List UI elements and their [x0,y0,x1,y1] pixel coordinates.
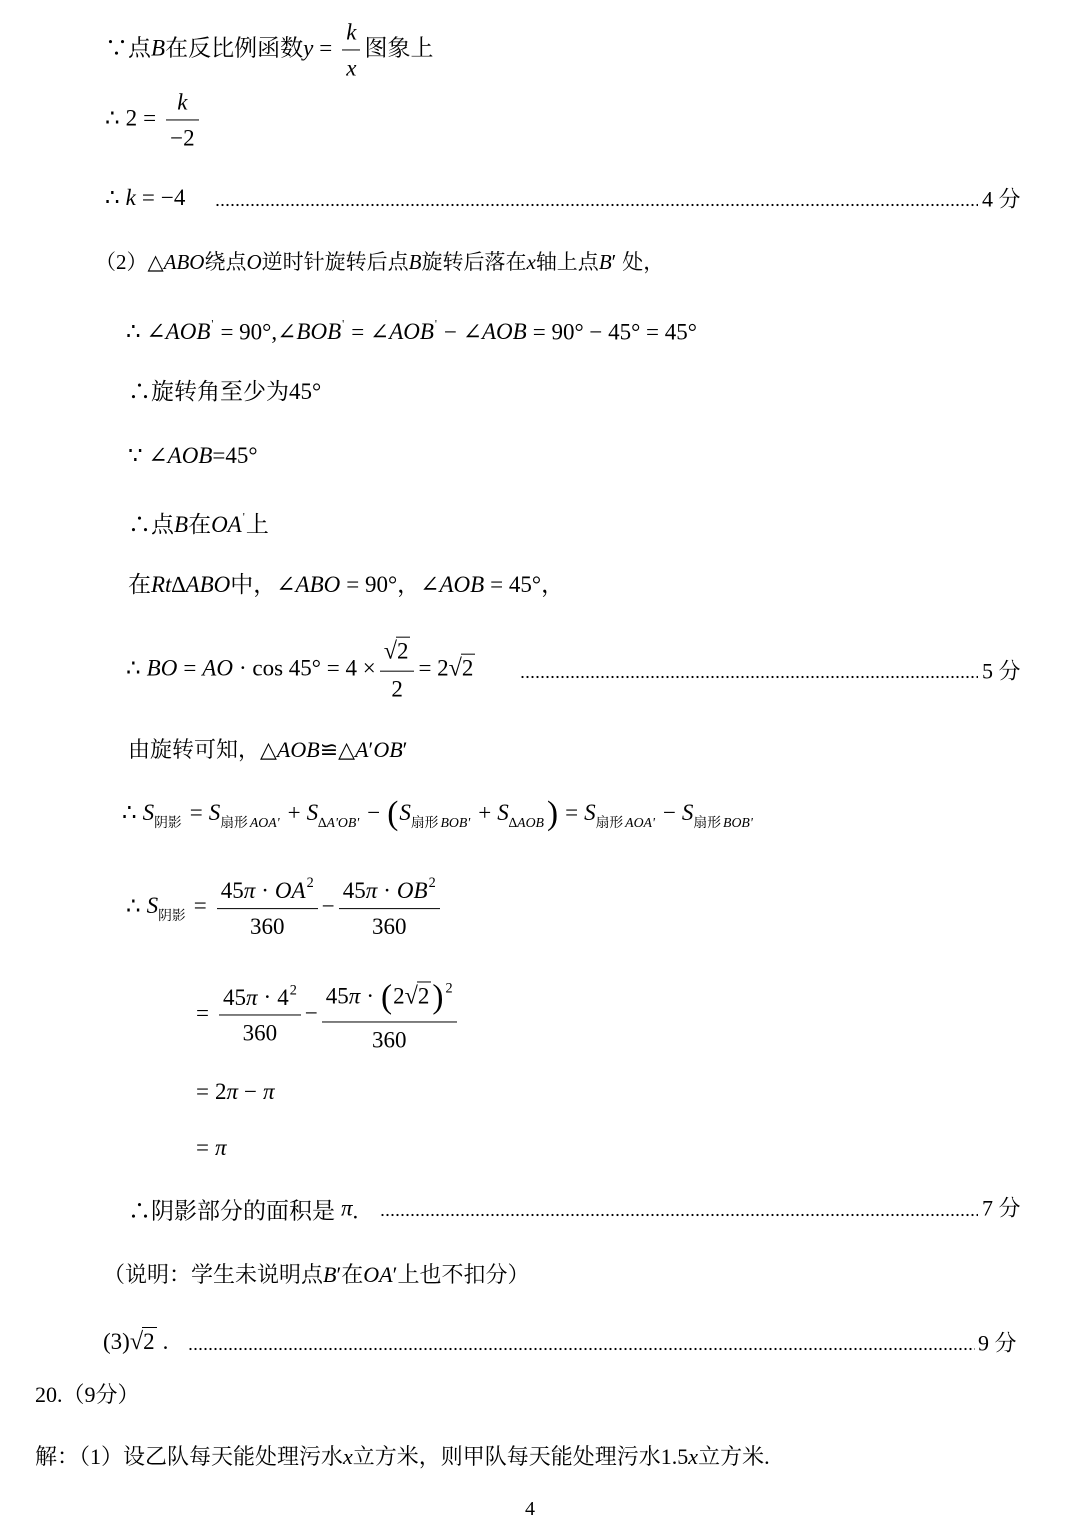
dot-leader [520,675,978,679]
equals-sign: = [565,800,579,826]
number: 45 [325,983,349,1009]
radicand: 2 [417,983,430,1009]
dot-operator: · [366,983,374,1009]
equals-sign: = [143,105,157,131]
text: ∵ ∠ [128,443,168,468]
text: = 90°，∠ [346,572,440,597]
superscript: 2 [289,982,297,999]
text: （说明：学生未说明点 [103,1262,324,1287]
superscript: 2 [306,875,314,892]
text: = 45°， [490,572,565,597]
close-paren: ) [432,978,444,1016]
subscript: 扇形 [595,814,624,830]
prime-mark: ′ [336,1262,342,1287]
math-var: A [355,737,369,762]
denominator: 360 [249,913,285,939]
subscript: 扇形 [220,814,248,830]
therefore-symbol: ∴ [105,185,120,210]
therefore-symbol: ∴ [105,105,120,131]
number: 2 [393,983,405,1009]
math-var: BO [146,655,178,681]
question-heading [35,1380,140,1410]
score-label: 5 分 [982,658,1021,684]
square-root [130,1327,157,1357]
text: ≌△ [319,737,356,762]
text: = 2 [418,655,449,681]
denominator: 360 [371,913,407,939]
math-var: π [341,1195,353,1221]
radical-sign: √ [129,1328,144,1355]
numerator [217,874,318,909]
line-7 [128,441,258,471]
fraction [219,981,301,1049]
text: 旋转后落在 [421,250,527,274]
math-var: OA [274,877,306,903]
dot-operator: · [261,877,269,903]
prime-mark: ' [211,318,214,331]
numerator [339,874,440,909]
period: . [352,1198,359,1224]
denominator: 360 [371,1027,407,1053]
text: 中，∠ [230,572,296,597]
text: = ∠ [351,318,390,344]
fraction [217,874,318,942]
prime-mark: ′ [368,737,374,762]
radicand: 2 [143,1329,155,1354]
prime-mark: ' [342,318,345,331]
math-var: S [306,800,319,826]
text: 上 [245,511,269,537]
equals-sign: = [183,655,197,681]
math-var: x [343,1444,353,1469]
math-var: ABO [295,572,341,597]
text: · cos 45° = 4 × [238,655,376,681]
minus-sign: − [244,1079,257,1104]
fraction [380,636,415,705]
math-var: B [408,250,422,274]
text: 在 [341,1262,364,1287]
subscript: BOB' [723,814,753,830]
prime-mark: ′ [402,737,408,762]
open-paren: ( [387,795,399,833]
text: 由旋转可知，△ [128,737,277,762]
math-var: OB [396,877,428,903]
number: 4 [277,984,289,1010]
delta-symbol: ∆ [171,572,186,597]
math-var: ABO [185,572,231,597]
math-var: AOB [276,737,320,762]
text: =45° [212,443,258,468]
therefore-symbol: ∴ [126,655,141,681]
score-label: 9 分 [978,1330,1017,1356]
square-root [384,636,411,669]
text: ∴旋转角至少为45° [128,379,322,404]
number: 45 [222,984,246,1010]
line-18 [103,1260,529,1290]
math-var: S [208,800,221,826]
minus-sign: − [662,800,676,826]
equals-sign: = [319,35,333,61]
dot-operator: · [383,877,391,903]
prime-mark: ′ [392,1262,398,1287]
math-var: B [323,1262,337,1287]
prime-mark: ′ [611,250,617,274]
text: 轴上点 [535,250,599,274]
dot-leader [380,1213,978,1217]
square-root [405,980,432,1013]
equals-sign: = [193,893,207,919]
text: 绕点 [204,250,247,274]
math-var: BOB [296,318,342,344]
math-var: x [526,250,536,274]
fraction [322,974,457,1055]
line-16 [190,1133,227,1163]
text: 处， [622,250,665,274]
numerator: k [166,86,198,120]
math-var: x [688,1444,699,1469]
line-17 [128,1193,358,1226]
equals-sign: = [141,185,155,210]
numerator [219,981,301,1016]
math-var: AOB [482,318,527,344]
line-15 [190,1077,275,1107]
line-4 [95,247,664,277]
period: . [162,1329,169,1354]
part-label: (3) [103,1329,130,1354]
math-var: O [246,250,262,274]
line-8 [128,502,269,540]
equals-sign: = [189,800,203,826]
subscript: AOA' [625,814,655,830]
math-var: π [214,1135,227,1160]
line-3 [105,183,185,213]
denominator: −2 [170,125,195,151]
minus-sign: − [367,800,381,826]
math-var: B [174,511,189,537]
numerator [380,636,415,672]
denominator: x [346,55,357,81]
minus-sign: − [304,1000,318,1026]
math-var: S [584,800,596,826]
number: 45 [220,877,244,903]
number: −4 [160,185,186,210]
math-var: AO [202,655,233,681]
superscript: 2 [428,875,436,892]
math-var: B [598,250,612,274]
line-14 [190,974,461,1055]
text: = 90°,∠ [220,318,297,344]
math-var: S [146,893,159,919]
math-var: y [303,35,314,61]
line-19 [103,1327,168,1357]
fraction [342,16,360,83]
score-label: 7 分 [982,1195,1021,1221]
math-var: π [226,1079,239,1104]
therefore-symbol: ∴ [126,893,141,919]
math-var: S [142,800,155,826]
math-var: k [125,185,136,210]
equals-sign: = [196,1079,209,1104]
therefore-symbol: ∴ [122,800,137,826]
text: 上也不扣分） [397,1262,530,1287]
line-6 [128,377,321,407]
math-var: AOB [389,318,434,344]
math-var: OA [211,511,242,537]
plus-sign: + [478,800,492,826]
radical-sign: √ [404,982,418,1010]
math-var: π [263,1079,275,1104]
square-root [449,653,476,683]
subscript: 阴影 [154,814,182,830]
radicand: 2 [396,638,409,664]
equals-sign: = [196,1135,209,1160]
dot-leader [188,1347,975,1351]
math-var: OA [363,1262,393,1287]
number: 2 [125,105,138,131]
text: ∴点 [128,511,174,537]
radical-sign: √ [383,637,397,665]
math-var: π [348,983,361,1009]
equals-sign: = [196,1000,209,1026]
math-var: π [365,877,378,903]
math-var: AOB [439,572,485,597]
line-13 [126,874,444,942]
line-1 [105,16,433,83]
number: 2 [214,1079,227,1104]
dot-operator: · [263,984,272,1010]
page-number: 4 [525,1498,535,1520]
subscript: 阴影 [158,908,186,924]
math-var: ABO [163,250,205,274]
number: 45 [342,877,366,903]
math-var: S [399,800,411,826]
denominator: 360 [242,1020,278,1046]
plus-sign: + [287,800,301,826]
line-9 [128,570,564,600]
line-12 [122,795,755,838]
score-label: 4 分 [982,186,1021,212]
text: ∴阴影部分的面积是 [128,1198,335,1224]
radical-sign: √ [448,654,462,682]
text: ∴ ∠ [126,318,166,344]
text: 解：（1）设乙队每天能处理污水 [35,1444,344,1469]
text: 立方米. [698,1444,770,1469]
numerator: k [342,16,360,50]
text: 立方米，则甲队每天能处理污水1.5 [352,1444,689,1469]
line-5 [126,309,697,347]
fraction [339,874,440,942]
math-var: π [243,877,256,903]
text: 20.（9分） [35,1382,140,1407]
subscript: BOB' [440,814,471,830]
prime-mark: ' [242,511,245,524]
open-paren: ( [381,978,393,1016]
math-var: OB [373,737,403,762]
subscript: ∆AOB [508,814,544,830]
line-2 [105,86,203,153]
subscript: AOA' [249,814,280,830]
minus-sign: − [321,893,335,919]
subscript: 扇形 [410,814,439,830]
text: ∵点 [105,35,151,61]
math-var: π [245,984,258,1010]
numerator [322,974,457,1022]
prime-mark: ' [434,318,437,331]
math-var: AOB [167,443,213,468]
text: 在反比例函数 [165,35,304,61]
superscript: 2 [445,980,453,997]
math-var: B [151,35,166,61]
text: = 90° − 45° = 45° [532,318,697,344]
line-10 [126,636,475,705]
text: − ∠ [444,318,482,344]
dot-leader [215,203,978,207]
math-var: S [497,800,509,826]
math-var: Rt [151,572,172,597]
text: 逆时针旋转后点 [261,250,409,274]
close-paren: ) [546,795,559,833]
text: 在 [188,511,212,537]
math-var: S [681,800,694,826]
text: 在 [128,572,151,597]
fraction [166,86,198,153]
line-21 [35,1442,770,1472]
radicand: 2 [461,655,474,681]
subscript: 扇形 [693,814,722,830]
math-var: AOB [165,318,211,344]
denominator: 2 [391,676,403,702]
subscript: ∆A'OB' [318,814,360,830]
line-11 [128,735,407,765]
text: 图象上 [364,35,434,61]
text: （2）△ [95,250,164,274]
